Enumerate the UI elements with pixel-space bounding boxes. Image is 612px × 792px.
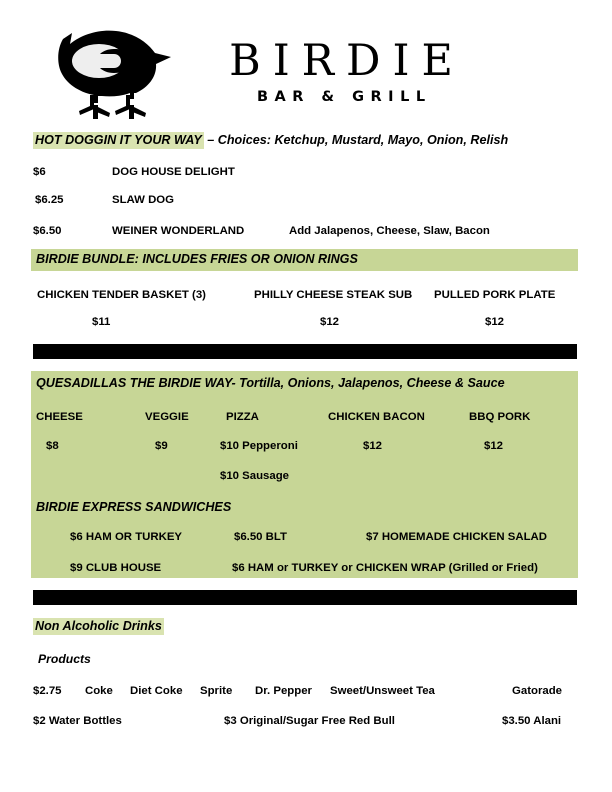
- section-divider-bar: [33, 590, 577, 605]
- quesadilla-price: $12: [363, 440, 383, 452]
- quesadilla-name: VEGGIE: [145, 411, 189, 423]
- drinks-heading: [33, 619, 164, 633]
- quesadilla-price: $9: [155, 440, 168, 452]
- hot-dogs-heading-rest: – Choices: Ketchup, Mustard, Mayo, Onion, Relish: [207, 133, 509, 147]
- item-price: $6.50: [33, 225, 62, 237]
- brand-tagline: BAR & GRILL: [256, 89, 432, 105]
- item-name: DOG HOUSE DELIGHT: [112, 166, 235, 178]
- item-add-ons: Add Jalapenos, Cheese, Slaw, Bacon: [289, 225, 490, 237]
- express-sandwich-item: $6 HAM OR TURKEY: [70, 531, 183, 543]
- quesadilla-name: BBQ PORK: [469, 411, 531, 423]
- express-sandwich-item: $6.50 BLT: [234, 531, 287, 543]
- bundle-item-name: PULLED PORK PLATE: [434, 289, 556, 301]
- drink-name: Diet Coke: [130, 685, 183, 697]
- hot-dogs-heading: [33, 133, 508, 147]
- brand-name: BIRDIE: [229, 36, 465, 86]
- section-divider-bar: [33, 344, 577, 359]
- quesadilla-name: PIZZA: [226, 411, 259, 423]
- drink-item: $3 Original/Sugar Free Red Bull: [224, 715, 395, 727]
- item-price: $6.25: [35, 194, 64, 206]
- menu-masthead: [0, 0, 612, 124]
- express-sandwiches-heading: BIRDIE EXPRESS SANDWICHES: [36, 500, 232, 514]
- quesadillas-heading: QUESADILLAS THE BIRDIE WAY- Tortilla, Onions, Jalapenos, Cheese & Sauce: [36, 376, 505, 390]
- bundle-item-name: CHICKEN TENDER BASKET (3): [37, 289, 206, 301]
- drinks-subheading: Products: [38, 652, 91, 666]
- birdie-bundle-heading: BIRDIE BUNDLE: INCLUDES FRIES OR ONION RINGS: [36, 252, 358, 266]
- express-sandwich-item: $7 HOMEMADE CHICKEN SALAD: [366, 531, 547, 543]
- bird-chick-silhouette-icon: [36, 27, 188, 122]
- quesadilla-price: $12: [484, 440, 504, 452]
- drink-name: Gatorade: [512, 685, 563, 697]
- drink-name: Sweet/Unsweet Tea: [330, 685, 435, 697]
- quesadilla-name: CHEESE: [36, 411, 83, 423]
- drink-name: Dr. Pepper: [255, 685, 312, 697]
- drink-price: $2.75: [33, 685, 62, 697]
- quesadilla-price: $8: [46, 440, 59, 452]
- drink-item: $3.50 Alani: [502, 715, 562, 727]
- item-name: WEINER WONDERLAND: [112, 225, 245, 237]
- drink-item: $2 Water Bottles: [33, 715, 122, 727]
- item-name: SLAW DOG: [112, 194, 175, 206]
- bundle-item-price: $12: [320, 316, 340, 328]
- quesadilla-price: $10 Pepperoni: [220, 440, 298, 452]
- drinks-heading-highlight: Non Alcoholic Drinks: [35, 619, 162, 633]
- item-price: $6: [33, 166, 46, 178]
- drink-name: Sprite: [200, 685, 233, 697]
- drink-name: Coke: [85, 685, 113, 697]
- express-sandwich-item: $6 HAM or TURKEY or CHICKEN WRAP (Grilled or Fried): [232, 562, 538, 574]
- quesadilla-name: CHICKEN BACON: [328, 411, 425, 423]
- quesadilla-price-secondary: $10 Sausage: [220, 470, 290, 482]
- bundle-item-name: PHILLY CHEESE STEAK SUB: [254, 289, 413, 301]
- hot-dogs-heading-highlight: HOT DOGGIN IT YOUR WAY: [35, 133, 202, 147]
- bundle-item-price: $12: [485, 316, 505, 328]
- brand-wordmark: [196, 38, 486, 106]
- quesadillas-express-block: [31, 371, 578, 578]
- bundle-item-price: $11: [92, 316, 111, 328]
- express-sandwich-item: $9 CLUB HOUSE: [70, 562, 162, 574]
